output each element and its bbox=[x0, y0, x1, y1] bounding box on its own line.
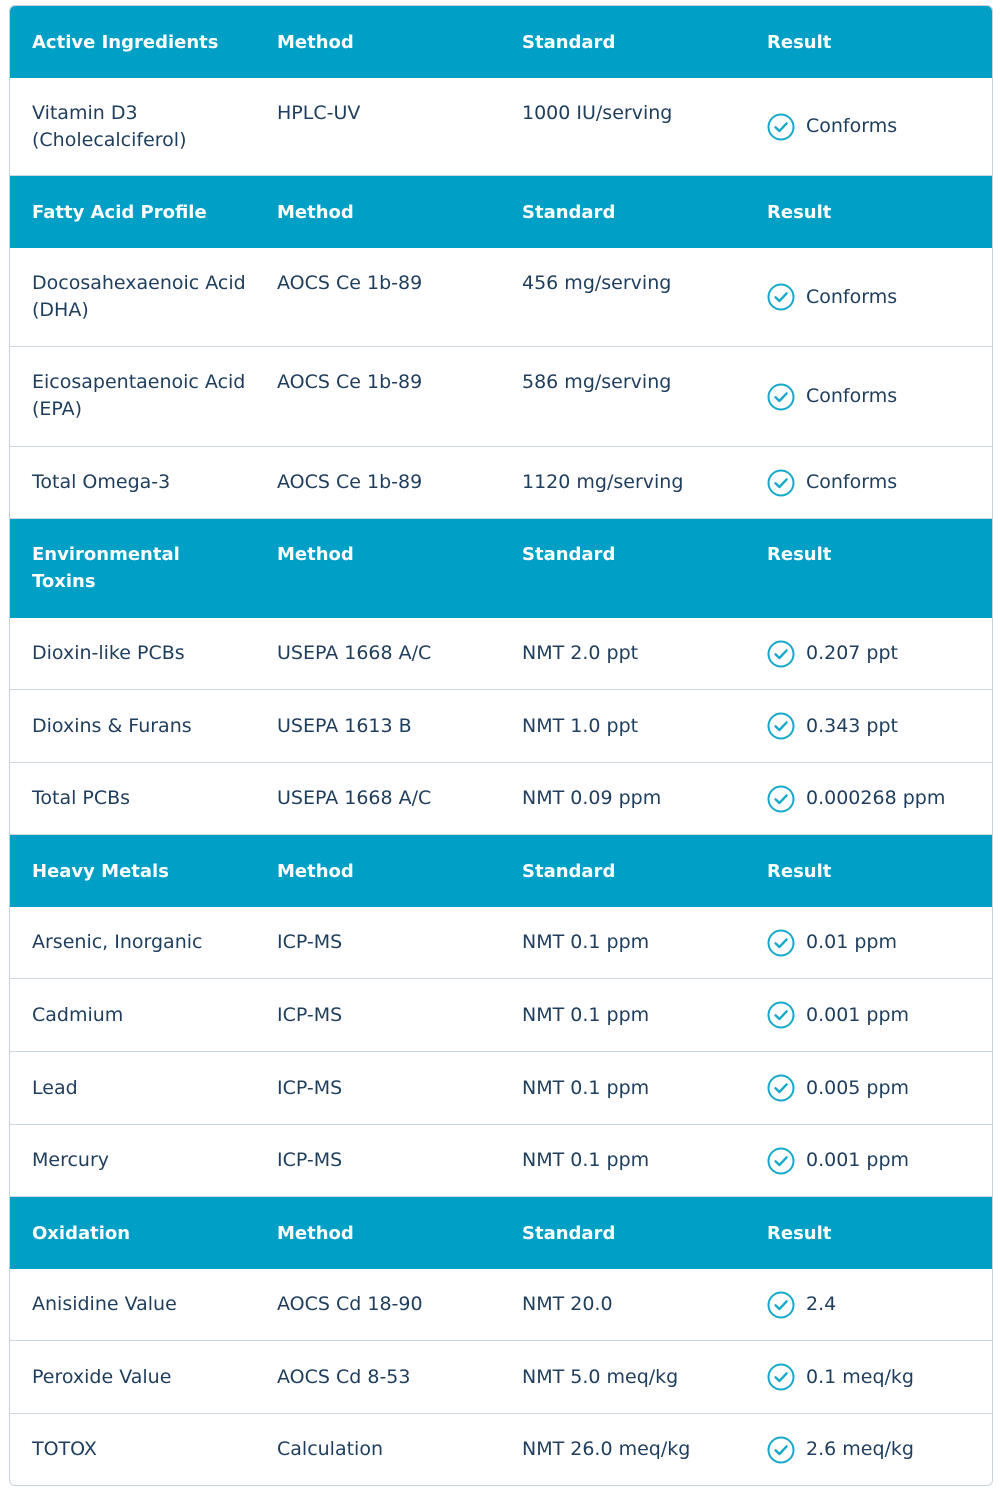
header-result: Result bbox=[767, 544, 832, 565]
test-result bbox=[745, 447, 992, 518]
test-method: AOCS Ce 1b-89 bbox=[277, 471, 423, 493]
header-method: Method bbox=[277, 544, 354, 565]
header-method: Method bbox=[277, 31, 354, 53]
header-category: Fatty Acid Profile bbox=[32, 201, 207, 223]
check-circle-icon bbox=[767, 1001, 795, 1029]
test-standard: NMT 0.1 ppm bbox=[522, 1003, 650, 1026]
analyte-name: Eicosapentaenoic Acid (EPA) bbox=[32, 371, 246, 420]
header-standard: Standard bbox=[522, 544, 616, 565]
test-method: ICP-MS bbox=[277, 931, 343, 953]
header-method: Method bbox=[277, 201, 354, 223]
test-standard: NMT 5.0 meq/kg bbox=[522, 1365, 679, 1388]
test-result bbox=[745, 347, 992, 446]
test-method: AOCS Cd 8-53 bbox=[277, 1365, 411, 1388]
table-row bbox=[10, 1341, 992, 1414]
result-value: Conforms bbox=[806, 471, 898, 493]
table-row bbox=[10, 347, 992, 447]
analyte-name: Dioxin-like PCBs bbox=[32, 642, 185, 664]
result-value: 0.005 ppm bbox=[806, 1076, 910, 1099]
result-value: 0.001 ppm bbox=[806, 1003, 910, 1026]
test-method: AOCS Ce 1b-89 bbox=[277, 371, 423, 393]
section-header-oxidation bbox=[10, 1197, 992, 1269]
test-result bbox=[745, 690, 992, 762]
test-result bbox=[745, 248, 992, 346]
test-result bbox=[745, 1269, 992, 1340]
test-standard: 1120 mg/serving bbox=[522, 471, 684, 493]
result-value: 0.000268 ppm bbox=[806, 787, 946, 809]
test-standard: 456 mg/serving bbox=[522, 272, 672, 294]
test-result bbox=[745, 979, 992, 1051]
section-header-fatty-acid-profile bbox=[10, 176, 992, 248]
table-row bbox=[10, 907, 992, 979]
header-result: Result bbox=[767, 31, 832, 53]
test-method: ICP-MS bbox=[277, 1149, 343, 1171]
test-result bbox=[745, 1125, 992, 1196]
analyte-name: Dioxins & Furans bbox=[32, 714, 192, 737]
check-circle-icon bbox=[767, 1436, 795, 1464]
header-standard: Standard bbox=[522, 31, 616, 53]
table-row bbox=[10, 618, 992, 690]
check-circle-icon bbox=[767, 785, 795, 813]
test-method: HPLC-UV bbox=[277, 102, 361, 124]
analyte-name: Cadmium bbox=[32, 1003, 124, 1026]
header-category: Heavy Metals bbox=[32, 860, 169, 882]
table-row bbox=[10, 1269, 992, 1341]
analyte-name: Vitamin D3 (Cholecalciferol) bbox=[32, 102, 187, 151]
header-standard: Standard bbox=[522, 1222, 616, 1244]
test-standard: NMT 1.0 ppt bbox=[522, 714, 639, 737]
header-result: Result bbox=[767, 860, 832, 882]
table-row bbox=[10, 1414, 992, 1485]
result-value: Conforms bbox=[806, 285, 898, 308]
check-circle-icon bbox=[767, 283, 795, 311]
table-row bbox=[10, 763, 992, 835]
check-circle-icon bbox=[767, 1147, 795, 1175]
analyte-name: Total Omega-3 bbox=[32, 471, 171, 493]
header-standard: Standard bbox=[522, 201, 616, 223]
test-result bbox=[745, 1414, 992, 1485]
table-row bbox=[10, 248, 992, 347]
header-method: Method bbox=[277, 860, 354, 882]
check-circle-icon bbox=[767, 712, 795, 740]
check-circle-icon bbox=[767, 1291, 795, 1319]
test-results-table bbox=[9, 5, 993, 1486]
test-standard: 586 mg/serving bbox=[522, 371, 672, 393]
result-value: 2.6 meq/kg bbox=[806, 1438, 914, 1460]
check-circle-icon bbox=[767, 113, 795, 141]
analyte-name: Lead bbox=[32, 1076, 78, 1099]
test-method: USEPA 1668 A/C bbox=[277, 787, 432, 809]
test-standard: NMT 2.0 ppt bbox=[522, 642, 639, 664]
check-circle-icon bbox=[767, 1363, 795, 1391]
header-category: Environmental Toxins bbox=[32, 544, 180, 592]
test-method: AOCS Cd 18-90 bbox=[277, 1293, 423, 1315]
test-standard: NMT 26.0 meq/kg bbox=[522, 1438, 691, 1460]
analyte-name: TOTOX bbox=[32, 1438, 97, 1460]
header-result: Result bbox=[767, 1222, 832, 1244]
header-method: Method bbox=[277, 1222, 354, 1244]
result-value: 0.1 meq/kg bbox=[806, 1365, 914, 1388]
test-standard: 1000 IU/serving bbox=[522, 102, 673, 124]
analyte-name: Peroxide Value bbox=[32, 1365, 172, 1388]
table-row bbox=[10, 447, 992, 519]
analyte-name: Mercury bbox=[32, 1149, 110, 1171]
test-result bbox=[745, 618, 992, 689]
test-method: Calculation bbox=[277, 1438, 383, 1460]
result-value: 0.343 ppt bbox=[806, 714, 899, 737]
header-category: Active Ingredients bbox=[32, 31, 219, 53]
analyte-name: Arsenic, Inorganic bbox=[32, 931, 203, 953]
section-header-active-ingredients bbox=[10, 6, 992, 78]
test-standard: NMT 20.0 bbox=[522, 1293, 613, 1315]
test-result bbox=[745, 1341, 992, 1413]
table-row bbox=[10, 690, 992, 763]
analyte-name: Total PCBs bbox=[32, 787, 131, 809]
test-result bbox=[745, 763, 992, 834]
section-header-heavy-metals bbox=[10, 835, 992, 907]
test-method: USEPA 1613 B bbox=[277, 714, 412, 737]
test-method: AOCS Ce 1b-89 bbox=[277, 272, 423, 294]
result-value: Conforms bbox=[806, 385, 898, 407]
check-circle-icon bbox=[767, 469, 795, 497]
test-result bbox=[745, 78, 992, 175]
result-value: 0.01 ppm bbox=[806, 931, 897, 953]
test-standard: NMT 0.09 ppm bbox=[522, 787, 662, 809]
table-row bbox=[10, 979, 992, 1052]
result-value: 0.207 ppt bbox=[806, 642, 899, 664]
table-row bbox=[10, 78, 992, 176]
analyte-name: Docosahexaenoic Acid (DHA) bbox=[32, 272, 246, 321]
table-row bbox=[10, 1125, 992, 1197]
check-circle-icon bbox=[767, 640, 795, 668]
result-value: 2.4 bbox=[806, 1293, 837, 1315]
test-standard: NMT 0.1 ppm bbox=[522, 931, 650, 953]
section-header-environmental-toxins bbox=[10, 519, 992, 618]
test-result bbox=[745, 1052, 992, 1124]
header-standard: Standard bbox=[522, 860, 616, 882]
test-method: ICP-MS bbox=[277, 1003, 343, 1026]
table-row bbox=[10, 1052, 992, 1125]
test-result bbox=[745, 907, 992, 978]
test-method: USEPA 1668 A/C bbox=[277, 642, 432, 664]
header-category: Oxidation bbox=[32, 1222, 131, 1244]
test-method: ICP-MS bbox=[277, 1076, 343, 1099]
header-result: Result bbox=[767, 201, 832, 223]
test-standard: NMT 0.1 ppm bbox=[522, 1149, 650, 1171]
analyte-name: Anisidine Value bbox=[32, 1293, 177, 1315]
result-value: Conforms bbox=[806, 115, 898, 137]
result-value: 0.001 ppm bbox=[806, 1149, 910, 1171]
check-circle-icon bbox=[767, 929, 795, 957]
check-circle-icon bbox=[767, 1074, 795, 1102]
test-standard: NMT 0.1 ppm bbox=[522, 1076, 650, 1099]
check-circle-icon bbox=[767, 383, 795, 411]
